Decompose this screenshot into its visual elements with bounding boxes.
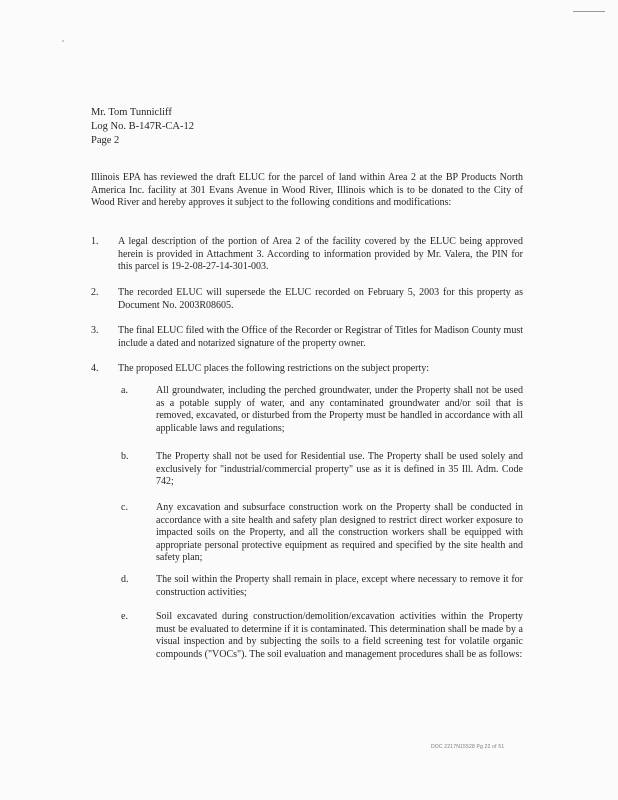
item-text: The final ELUC filed with the Office of the Recorder or Registrar of Titles for Madison County must include a dated and notarized signature of the property owner. [118, 325, 523, 349]
item-text: The recorded ELUC will supersede the ELUC recorded on February 5, 2003 for this property as Document No. 2003R08605. [118, 287, 523, 311]
restriction-letter: d. [121, 574, 129, 585]
item-number: 2. [91, 287, 99, 298]
document-stamp: DOC 2217N15528 Pg 22 of 51 [431, 744, 505, 750]
item-text: A legal description of the portion of Area 2 of the facility covered by the ELUC being approved herein is provided in Attachment 3. According to information provided by Mr. Valera, the PIN for this parcel is 19-2-08-27-14-301-003. [118, 236, 523, 273]
item-number: 4. [91, 363, 99, 374]
restriction-text: The Property shall not be used for Residential use. The Property shall be used solely and exclusively for "industrial/commercial property" use as it is defined in 35 Ill. Adm. Code 742; [156, 451, 523, 488]
recipient-name: Mr. Tom Tunnicliff [91, 107, 172, 118]
restriction-text: The soil within the Property shall remain in place, except where necessary to remove it for construction activities; [156, 574, 523, 598]
page-label: Page 2 [91, 135, 120, 146]
scan-corner-mark [573, 11, 605, 12]
restriction-letter: a. [121, 385, 128, 396]
item-number: 3. [91, 325, 99, 336]
restriction-text: Any excavation and subsurface construction work on the Property shall be conducted in accordance with a site health and safety plan designed to restrict direct worker exposure to impacted soils on the Property, and all the construction workers shall be equipped with appropriate personal protective equipment as required and specified by the site health and safety plan; [156, 502, 523, 564]
log-number: Log No. B-147R-CA-12 [91, 121, 194, 132]
restriction-letter: c. [121, 502, 128, 513]
item-text: The proposed ELUC places the following restrictions on the subject property: [118, 363, 430, 374]
restriction-letter: e. [121, 611, 128, 622]
restriction-letter: b. [121, 451, 129, 462]
intro-paragraph: Illinois EPA has reviewed the draft ELUC for the parcel of land within Area 2 at the BP Products North America Inc. facility at 301 Evans Avenue in Wood River, Illinois which is to be donated to the City of Wood River and hereby approves it subject to the following conditions and modifications: [91, 172, 523, 209]
scan-speck [62, 40, 64, 42]
item-number: 1. [91, 236, 99, 247]
restriction-text: All groundwater, including the perched groundwater, under the Property shall not be used as a potable supply of water, and any contaminated groundwater and/or soil that is removed, excavated, or disturbed from the Property must be handled in accordance with all applicable laws and regulations; [156, 385, 523, 434]
letter-header [91, 106, 194, 148]
restriction-text: Soil excavated during construction/demolition/excavation activities within the Property must be evaluated to determine if it is contaminated. This determination shall be made by a visual inspection and by subjecting the soils to a field screening test for volatile organic compounds ("VOCs"). The soil evaluation and management procedures shall be as follows: [156, 611, 523, 660]
